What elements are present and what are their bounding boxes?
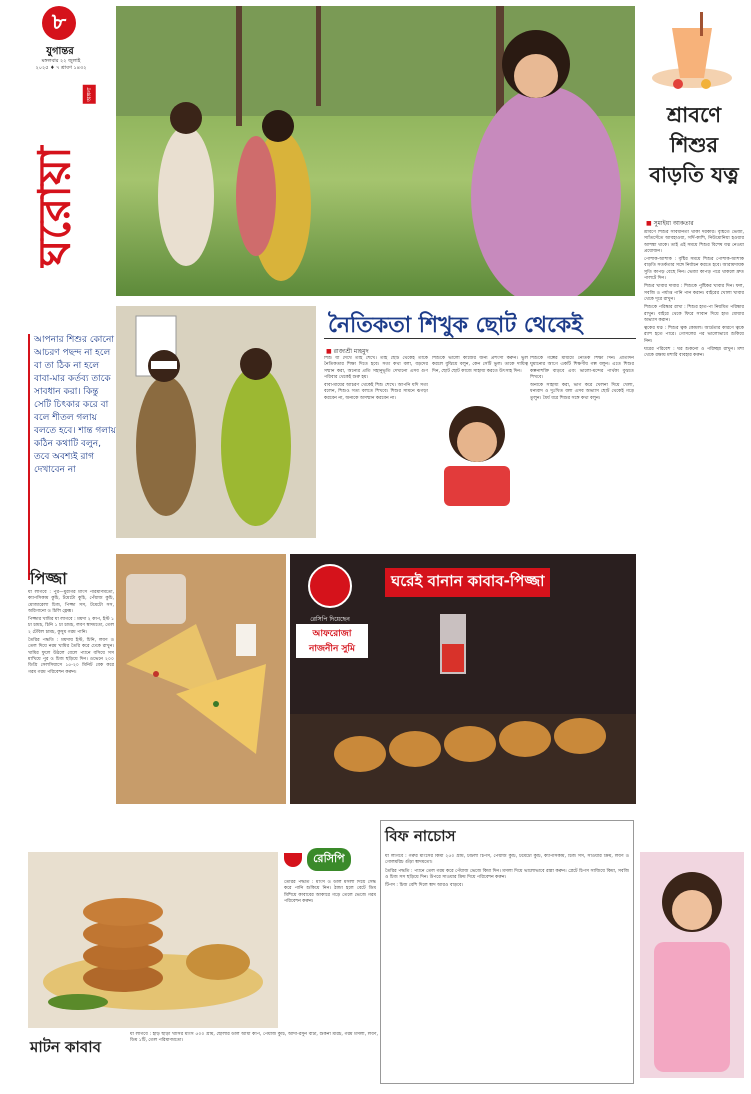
girl-photo-art: [640, 852, 744, 1078]
article-headline: নৈতিকতা শিখুক ছোট থেকেই: [328, 313, 583, 338]
kabab-title: ঘরেই বানান কাবাব-পিজ্জা: [385, 568, 550, 597]
article-paragraph: শিশুকে গল্পের মাধ্যমে নৈতিক শিক্ষা দিন। প্রতিদিন ঘুমানোর আগে একটি শিক্ষণীয় গল্প বলুন। এতে শিশুর কল্পনাশক্তি বাড়বে এবং ভালো-মন্দের পার্থক্য বুঝতে শিখবে।: [530, 356, 634, 380]
article-headline-rule: [324, 338, 636, 339]
sidebar-author: [646, 218, 742, 229]
sidebar-title: শ্রাবণে শিশুর বাড়তি যত্ন: [649, 103, 739, 187]
article-column-3: [530, 356, 634, 538]
beef-nachos-body: [385, 854, 629, 1074]
beef-nachos-box: [380, 820, 634, 1084]
hero-photo-children-garden: [116, 6, 635, 296]
sidebar-paragraph: শ্রাবণে শিশুর সাবধানতা থাকা দরকার। বৃষ্টিতে ভেজা, স্যাঁতসেঁতে আবহাওয়া, সর্দি-কাশি, নিউমোনিয়া হওয়ার আশঙ্কা থাকে। তাই এই সময়ে শিশুর বিশেষ যত্ন নেওয়া প্রয়োজন।: [644, 230, 744, 254]
sidebar-paragraph: শিশুকে পরিষ্কার রাখা : শিশুর হাত-পা নিয়মিত পরিষ্কার রাখুন। বাইরে থেকে ফিরে সাবান দিয়ে হাত ধোয়ার অভ্যাস করান।: [644, 305, 744, 323]
beef-nachos-paragraph: টিপস : চিজ বেশি দিলে স্বাদ আরও বাড়বে।: [385, 883, 464, 889]
mutton-paragraph: তৈরির পদ্ধতি : মাংস ও ডাল মসলা দিয়ে সেদ্ধ করে পানি শুকিয়ে নিন। ঠান্ডা হলে বেটে ডিম মিশিয়ে কাবাবের আকারে গড়ে তেলে ভেজে গরম পরিবেশন করুন।: [284, 880, 376, 904]
brand-name: যুগান্তর: [46, 46, 74, 57]
author-marker-icon: ■: [326, 348, 332, 355]
boy-photo-art: [432, 396, 522, 506]
sidebar-author-name: সুমাইয়া আকতার: [653, 220, 694, 227]
article-column-2: [432, 356, 528, 394]
page-number: ৮: [51, 10, 67, 35]
mutton-body: [130, 1032, 378, 1088]
sidebar-paragraph: ত্বকের যত্ন : শিশুর ত্বক কোমল। আর্দ্রতার কারণে ত্বকে র‍্যাশ হতে পারে। গোসলের পর ভালোভাবে শুকিয়ে নিন।: [644, 326, 744, 344]
mutton-title: মাটন কাবাব: [30, 1038, 101, 1056]
author-marker-icon: ■: [646, 220, 652, 227]
mutton-kabab-art: [28, 852, 278, 1028]
chef-name: আফরোজা নাজনীন সুমি: [296, 624, 368, 658]
chef-avatar: [308, 564, 352, 608]
page-number-badge: [42, 6, 76, 40]
mutton-paragraph: যা লাগবে : হাড় ছাড়া খাসির মাংস ৫০০ গ্রাম, ছোলার ডাল আধা কাপ, পেঁয়াজ কুচি, আদা-রসুন বাটা, শুকনা মরিচ, গরম মসলা, লবণ, ডিম ১টি, তেল পরিমাণমতো।: [130, 1032, 378, 1044]
pizza-photo-art: [116, 554, 286, 804]
pullquote-text: আপনার শিশুর কোনো আচরণ পছন্দ না হলে বা তা ঠিক না হলে বাবা-মার কর্তব্য তাকে সাবধান করা। কিন্তু সেটি চিৎকার করে বা বলে শীতল গলায় বলতে হবে। শান্ত গলায় কঠিন কথাটি বলুন, তবে অবশ্যই রাগ দেখাবেন না: [34, 335, 116, 475]
sidebar-paragraph: ঘরের পরিবেশ : ঘর শুকনো ও পরিচ্ছন্ন রাখুন। মশা থেকে রক্ষায় মশারি ব্যবহার করুন।: [644, 347, 744, 359]
sidebar-paragraph: পোশাক-আশাক : বৃষ্টির সময়ে শিশুর পোশাক-আশাক বাড়তি সতর্কতার সঙ্গে নির্বাচন করতে হবে। আরামদায়ক সুতি কাপড় বেছে নিন। ভেজা কাপড় পরে থাকলে দ্রুত পালটে দিন।: [644, 257, 744, 282]
section-subtitle: অঙ্গনা: [83, 85, 96, 104]
section-title: [18, 80, 98, 300]
pizza-paragraph: তৈরির পদ্ধতি : ময়দায় ইস্ট, চিনি, লবণ ও তেল দিয়ে নরম খামির তৈরি করে ঢেকে রাখুন। খামির ফুলে উঠলে বেলে প্যানে বসিয়ে সস মাখিয়ে পুর ও চিজ ছড়িয়ে দিন। ওভেনে ২০০ ডিগ্রি সেলসিয়াসে ১৫-২০ মিনিট বেক করে গরম গরম পরিবেশন করুন।: [28, 638, 114, 675]
pizza-body: [28, 590, 114, 804]
kabab-banner: [290, 554, 636, 804]
pizza-title: পিজ্জা: [30, 569, 67, 588]
kids-photo-art: [116, 306, 316, 538]
beef-nachos-paragraph: তৈরির পদ্ধতি : প্যানে তেল গরম করে পেঁয়াজ ভেজে কিমা দিন। মসলা দিয়ে ভালোভাবে রান্না করুন। প্লেটে চিপস সাজিয়ে কিমা, সবজি ও চিজ সস ছড়িয়ে দিন। উপরে সাওয়ার ক্রিম দিয়ে পরিবেশন করুন।: [385, 868, 629, 880]
beef-nachos-paragraph: যা লাগবে : গরুর মাংসের কিমা ২৫০ গ্রাম, টর্টিলা চিপস, পেঁয়াজ কুচি, টমেটো কুচি, ক্যাপসিকাম, চিজ সস, সাওয়ার ক্রিম, লবণ ও গোলমরিচ গুঁড়া স্বাদমতো।: [385, 854, 629, 866]
article-inset-photo-boy: [432, 396, 522, 506]
pullquote-box: [28, 334, 116, 580]
sidebar-body: [644, 230, 744, 916]
article-photo-kids: [116, 306, 316, 538]
mutton-body-2: [284, 880, 376, 1030]
pizza-photo: [116, 554, 286, 804]
article-author-name: রাজ্যশ্রী মাহমুদ: [333, 348, 369, 355]
sidebar-paragraph: শিশুর খাবার দাবার : শিশুকে পুষ্টিকর খাবার দিন। ফল, সবজি ও পর্যাপ্ত পানি পান করান। বাইরের খোলা খাবার থেকে দূরে রাখুন।: [644, 284, 744, 302]
article-paragraph: শিশু যা দেখে তাই শেখে। তাই ছোট থেকেই তাকে নৈতিকতার শিক্ষা দিতে হবে। সত্য কথা বলা, বড়দের সম্মান করা, অন্যের প্রতি সহানুভূতি দেখানো এসব গুণ পরিবার থেকেই শুরু হয়।: [324, 356, 428, 380]
date-line-2: ২০২৫ ♦ ৭ শ্রাবণ ১৪৩২: [35, 65, 87, 71]
article-column-1: [324, 356, 428, 538]
article-paragraph: অন্যকে সাহায্য করা, ভাগ করে খেলনা দিয়ে খেলা, ধন্যবাদ ও দুঃখিত বলা এসব অভ্যাস ছোট থেকেই গড়ে তুলুন। ধৈর্য ধরে শিশুর সঙ্গে কথা বলুন।: [530, 383, 634, 401]
girl-photo: [640, 852, 744, 1078]
pizza-paragraph: যা লাগবে : পুর—মুরগির মাংস পরিমাণমতো, ক্যাপসিকাম কুচি, টমেটো কুচি, পেঁয়াজ কুচি, মোজারেলা চিজ, পিজ্জা সস, টমেটো সস, অরিগানো ও চিলি ফ্লেক্স।: [28, 590, 114, 614]
recipe-credit-label: রেসিপি দিয়েছেন: [310, 616, 350, 623]
recipe-logo-text: রেসিপি: [307, 848, 351, 871]
recipe-logo-icon: [284, 853, 302, 867]
recipe-logo: [284, 848, 374, 876]
article-paragraph: বাবা-মায়ের আচরণ থেকেই শিশু শেখে। আপনি যদি সত্য বলেন, শিশুও সত্য বলতে শিখবে। শিশুর সামনে ঝগড়া করবেন না, অন্যকে অসম্মান করবেন না।: [324, 383, 428, 401]
dessert-glass-art: [642, 8, 742, 96]
hero-photo-art: [116, 6, 635, 296]
pizza-paragraph: পিজ্জার খামির যা লাগবে : ময়দা ২ কাপ, ইস্ট ১ চা চামচ, চিনি ১ চা চামচ, লবণ স্বাদমতো, তেল ২ টেবিল চামচ, কুসুম গরম পানি।: [28, 617, 114, 635]
section-title-text: ঘরোয়া: [29, 146, 81, 267]
date-line: মঙ্গলবার ২২ জুলাই: [41, 58, 81, 64]
article-paragraph: শিশুকে ভালো কাজের জন্য প্রশংসা করুন। ভুল করলে বুঝিয়ে বলুন, কেন সেটি ভুল। তাকে দায়িত্ব দিন, ছোট ছোট কাজে সাহায্য করতে উৎসাহ দিন।: [432, 356, 528, 374]
mutton-kabab-photo: [28, 852, 278, 1028]
sidebar-food-photo: [642, 8, 742, 96]
beef-nachos-title: বিফ নাচোস: [385, 827, 456, 845]
